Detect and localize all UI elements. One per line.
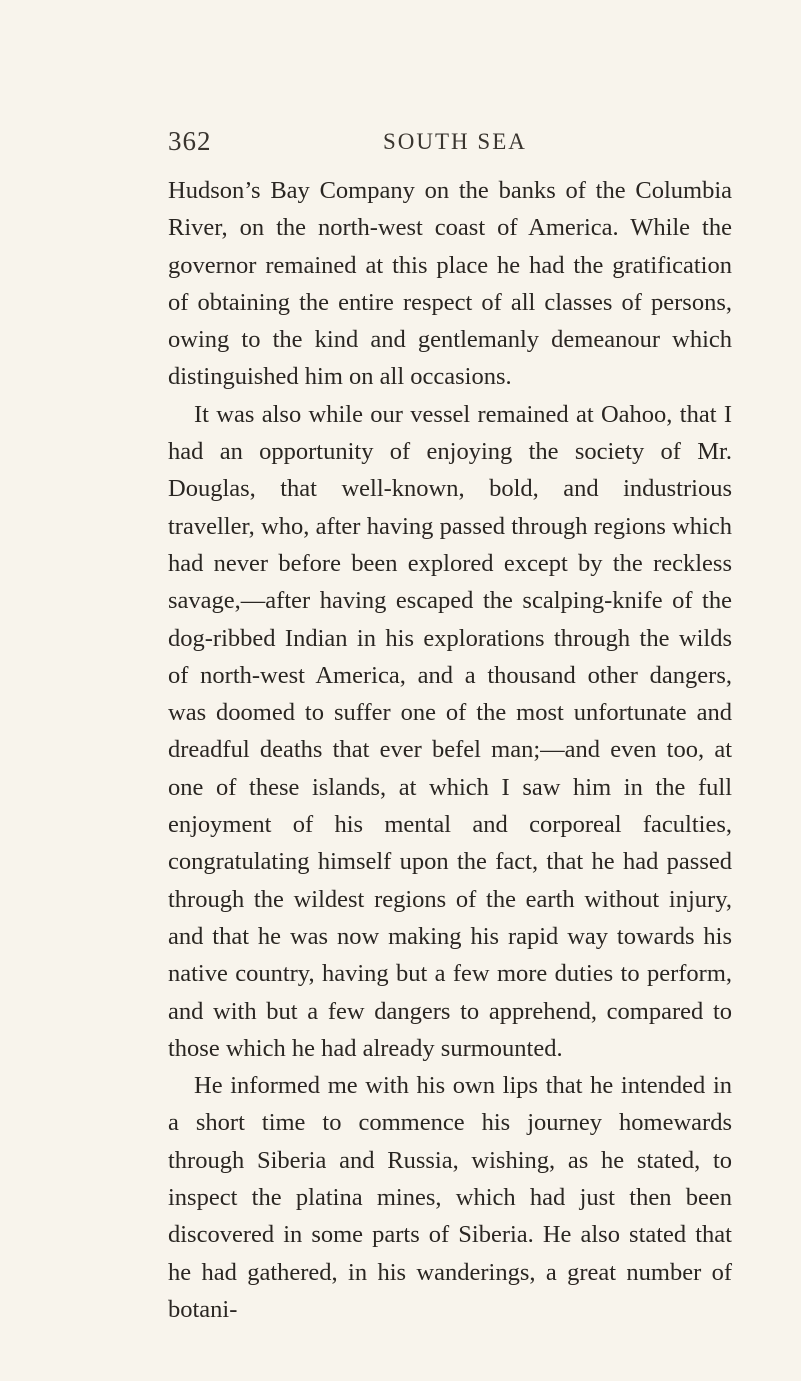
page-number: 362 bbox=[168, 126, 212, 156]
paragraph-siberia: He informed me with his own lips that he intended in a short time to commence his journey homewards through Siberia and Russia, wishing, as he stated, to inspect the platina mines, which had just then been discovered in some parts of Siberia. He also stated that he had gathered, in his wanderings, a great number of botani- bbox=[168, 1072, 732, 1323]
body-text bbox=[168, 172, 732, 1328]
paragraph-douglas: It was also while our vessel remained at Oahoo, that I had an opportunity of enjoying the society of Mr. Douglas, that well-known, bold, and industrious traveller, who, after having passed through regions which had never before been explored except by the reckless savage,—after having escaped the scalping-knife of the dog-ribbed Indian in his explorations through the wilds of north-west America, and a thousand other dangers, was doomed to suffer one of the most unfortunate and dreadful deaths that ever befel man;—and even too, at one of these islands, at which I saw him in the full enjoyment of his mental and corporeal faculties, congratulating himself upon the fact, that he had passed through the wildest regions of the earth without injury, and that he was now making his rapid way towards his native country, having but a few more duties to perform, and with but a few dangers to apprehend, compared to those which he had already surmounted. bbox=[168, 400, 732, 1062]
page-header bbox=[168, 126, 732, 166]
paragraph-continued: Hudson’s Bay Company on the banks of the Columbia River, on the north-west coast of America. While the governor remained at this place he had the gratification of obtaining the entire respect of all classes of persons, owing to the kind and gentlemanly demeanour which distinguished him on all occasions. bbox=[168, 177, 732, 391]
running-head: SOUTH SEA bbox=[383, 129, 527, 154]
